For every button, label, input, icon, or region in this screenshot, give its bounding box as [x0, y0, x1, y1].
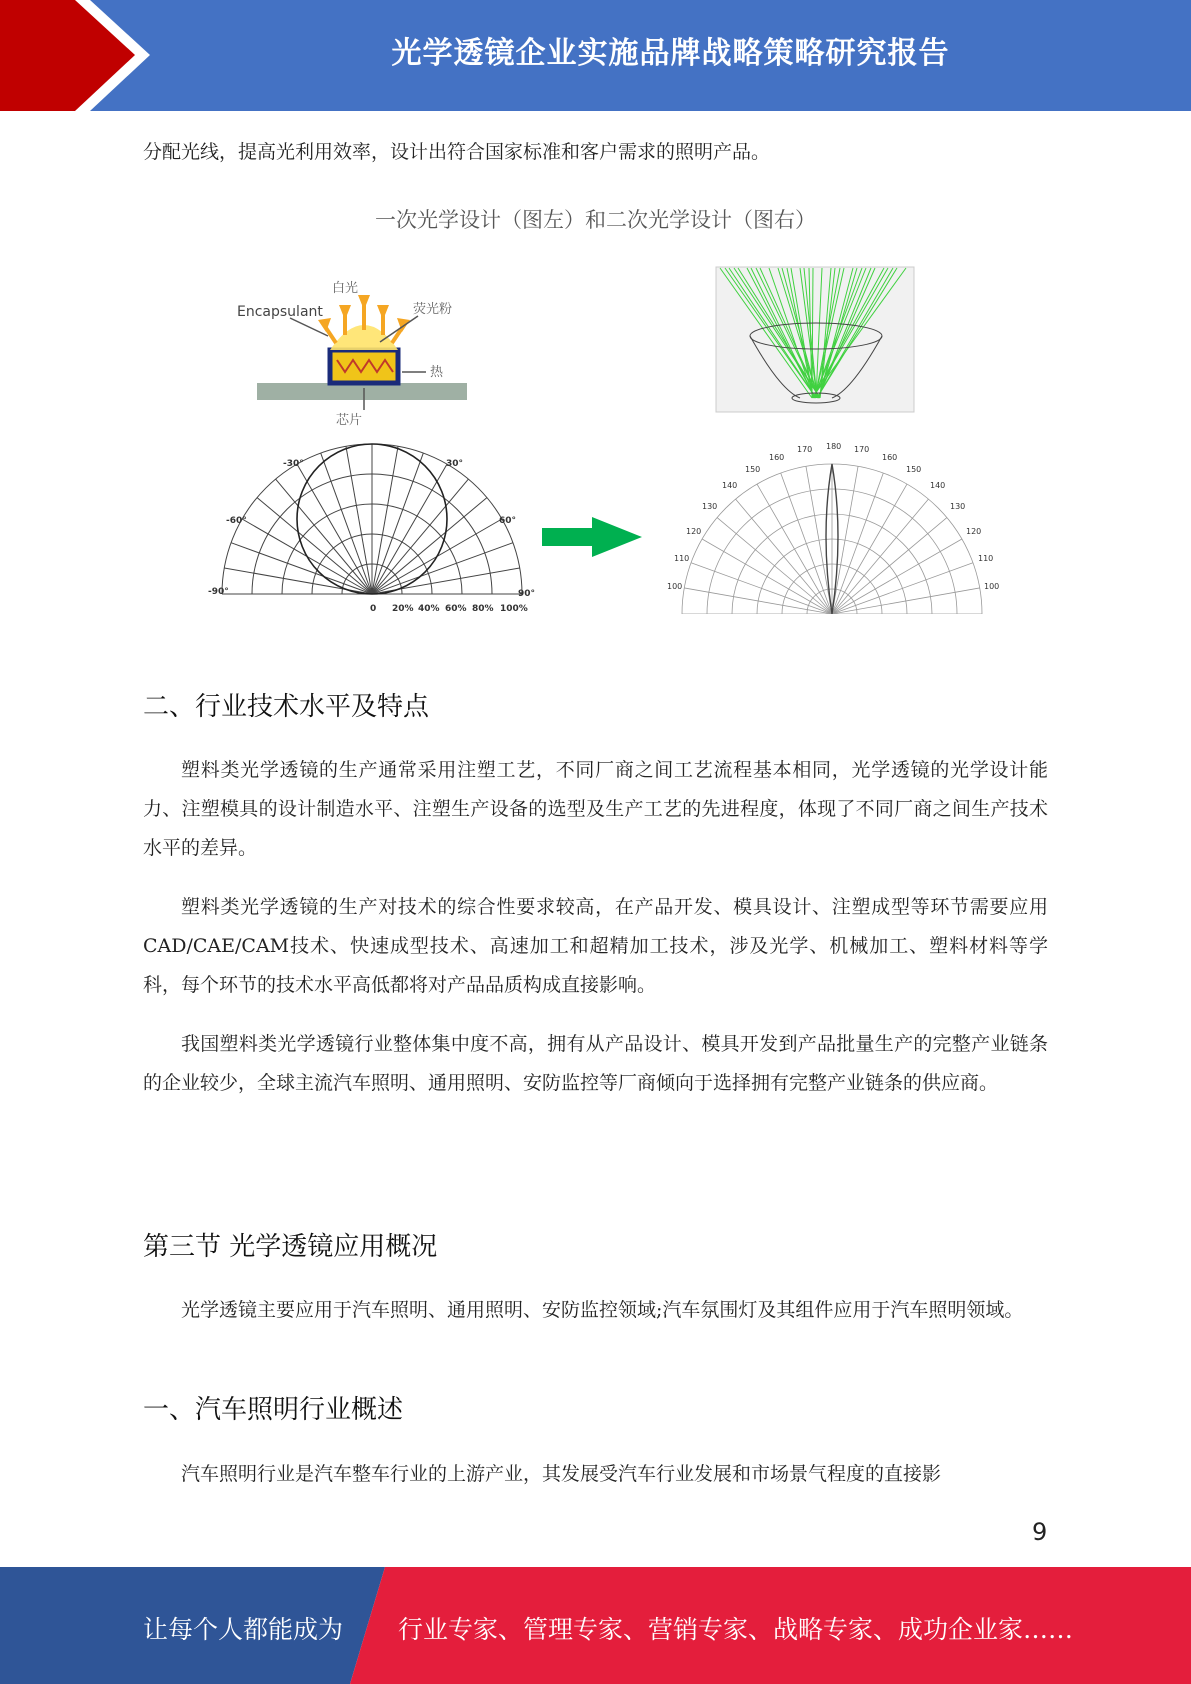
polar-scale: 80% — [472, 604, 494, 614]
body-paragraph: 塑料类光学透镜的生产通常采用注塑工艺，不同厂商之间工艺流程基本相同，光学透镜的光学设计能力、注塑模具的设计制造水平、注塑生产设备的选型及生产工艺的先进程度，体现了不同厂商之间生产技术水平的差异。 — [143, 759, 1048, 859]
section-heading: 二、行业技术水平及特点 — [143, 692, 430, 722]
polar-label: -30° — [283, 459, 304, 469]
polar-scale: 0 — [370, 604, 377, 614]
label-encapsulant: Encapsulant — [237, 304, 323, 320]
polar-label: 130 — [950, 502, 966, 511]
polar-scale: 20% — [392, 604, 414, 614]
polar-label: 170 — [854, 445, 870, 454]
polar-scale: 60% — [445, 604, 467, 614]
polar-chart-primary — [222, 444, 522, 594]
label-chip: 芯片 — [336, 413, 363, 428]
report-title: 光学透镜企业实施品牌战略策略研究报告 — [391, 36, 950, 71]
polar-label: 110 — [978, 554, 994, 563]
body-paragraph: 汽车照明行业是汽车整车行业的上游产业，其发展受汽车行业发展和市场景气程度的直接影 — [181, 1463, 942, 1485]
label-phosphor: 荧光粉 — [413, 302, 453, 317]
polar-label: 150 — [745, 465, 761, 474]
polar-label: 140 — [722, 481, 738, 490]
polar-label: 150 — [906, 465, 922, 474]
body-paragraph: 光学透镜主要应用于汽车照明、通用照明、安防监控领域;汽车氛围灯及其组件应用于汽车照明领域。 — [181, 1299, 1024, 1321]
intro-paragraph: 分配光线，提高光利用效率，设计出符合国家标准和客户需求的照明产品。 — [143, 141, 771, 163]
polar-label: 180 — [826, 442, 842, 451]
green-arrow-icon — [542, 517, 642, 557]
footer-slogan-right: 行业专家、管理专家、营销专家、战略专家、成功企业家…… — [398, 1615, 1074, 1644]
polar-label: 90° — [518, 589, 536, 599]
ray-trace-simulation — [716, 267, 914, 412]
polar-label: 110 — [674, 554, 690, 563]
polar-label: 100 — [984, 582, 1000, 591]
section-heading: 第三节 光学透镜应用概况 — [143, 1232, 438, 1262]
polar-scale: 100% — [500, 604, 528, 614]
polar-label: 170 — [797, 445, 813, 454]
polar-label: 120 — [686, 527, 702, 536]
polar-label: 30° — [446, 459, 464, 469]
polar-label: 130 — [702, 502, 718, 511]
polar-scale: 40% — [418, 604, 440, 614]
label-heat: 热 — [430, 365, 444, 380]
polar-label: 160 — [769, 453, 785, 462]
polar-label: 100 — [667, 582, 683, 591]
section-heading: 一、汽车照明行业概述 — [143, 1395, 404, 1425]
polar-label: 160 — [882, 453, 898, 462]
polar-label: 120 — [966, 527, 982, 536]
figure-caption: 一次光学设计（图左）和二次光学设计（图右） — [375, 208, 816, 232]
body-paragraph: 我国塑料类光学透镜行业整体集中度不高，拥有从产品设计、模具开发到产品批量生产的完整产业链条的企业较少，全球主流汽车照明、通用照明、安防监控等厂商倾向于选择拥有完整产业链条的供应商。 — [143, 1033, 1048, 1094]
polar-label: -60° — [226, 516, 247, 526]
body-paragraph: 塑料类光学透镜的生产对技术的综合性要求较高，在产品开发、模具设计、注塑成型等环节需要应用CAD/CAE/CAM技术、快速成型技术、高速加工和超精加工技术，涉及光学、机械加工、塑料材料等学科，每个环节的技术水平高低都将对产品品质构成直接影响。 — [143, 896, 1048, 996]
polar-label: -90° — [208, 587, 229, 597]
polar-label: 60° — [499, 516, 517, 526]
polar-label: 140 — [930, 481, 946, 490]
page-number: 9 — [1032, 1518, 1048, 1546]
footer-slogan-left: 让每个人都能成为 — [143, 1615, 344, 1644]
polar-chart-secondary — [662, 464, 1002, 640]
led-package-diagram — [237, 280, 467, 428]
optical-design-figure — [0, 0, 1191, 640]
label-white-light: 白光 — [332, 281, 359, 296]
